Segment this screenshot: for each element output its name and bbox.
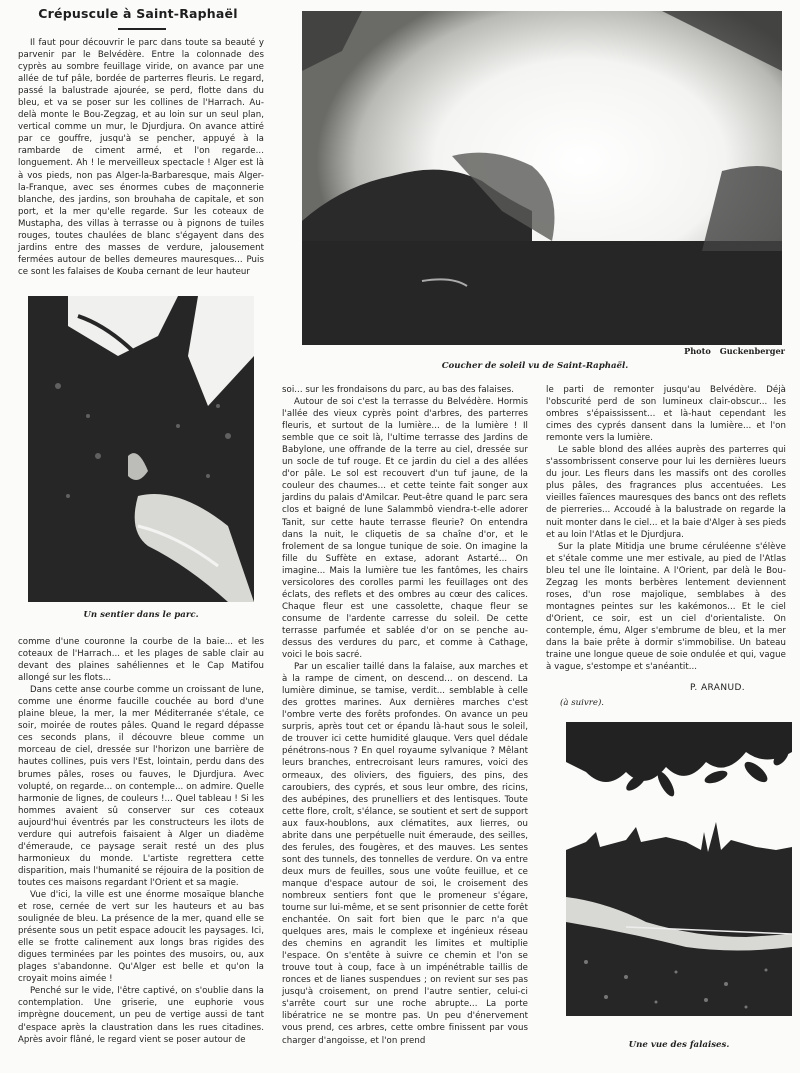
- article-paragraph: le parti de remonter jusqu'au Belvédère. Déjà l'obscurité perd de son lumineux clair-obscur... les ombres s'épaississent... et là-haut cependant les cimes des cyprés dansent dans la lumière... et l'on remonte vers la lumière.: [546, 385, 786, 444]
- article-paragraph: Par un escalier taillé dans la falaise, aux marches et à la rampe de ciment, on descend... on descend. La lumière diminue, se tamise, verdit... semblable à celle des grottes marines. Aux dernières marches c'est l'ombre verte des forêts profondes. On avance un peu surpris, après tout cet or épandu là-haut sous le soleil, de trouver ici cette humidité glauque. Vers quel dédale pénétrons-nous ? En quel royaume sylvanique ? Mêlant leurs branches, entrecroisant leurs ramures, voici des ormeaux, des oliviers, des figuiers, des pins, des caroubiers, des cyprés, et sous leur ombre, des ricins, des aubépines, des prunelliers et des lentisques. Toute cette flore, croît, s'élance, se soutient et sert de support aux faux-houblons, aux clématites, aux lierres, ou abrite dans une perpétuelle nuit émeraude, des seilles, des ferules, des fougères, et des mauves. Les sentes sont des tunnels, des tonnelles de verdure. On va entre deux murs de feuilles, sous une voûte feuillue, et ce manque d'espace autour de soi, le croisement des nombreux sentiers font que le promeneur s'égare, tourne sur lui-même, et se sent prisonnier de cette forêt enchantée. On sait fort bien que le parc n'a que quelques ares, mais le complexe et ingénieux réseau des chemins en agrandit les limites et multiplie l'espace. On s'entête à suivre ce chemin et l'on se trouve tout à coup, face à un impénétrable taillis de ronces et de lianes suspendues ; on revient sur ses pas jusqu'à croisement, on prend l'autre sentier, celui-ci s'arrête court sur une roche abrupte... La porte libératrice ne se montre pas. Un peu d'énervement vous prend, ces arbres, cette ombre finissent par vous charger d'angoisse, et l'on prend: [282, 662, 528, 1046]
- article-paragraph: soi... sur les frondaisons du parc, au bas des falaises.: [282, 385, 515, 395]
- cliffs-photo: [566, 722, 792, 1016]
- author-signature: P. ARANUD.: [690, 683, 746, 693]
- column-1-top: [18, 37, 264, 278]
- to-be-continued: (à suivre).: [560, 698, 605, 708]
- article-paragraph: Vue d'ici, la ville est une énorme mosaïque blanche et rose, cernée de vert sur les hauteurs et au bas soulignée de bleu. La présence de la mer, quand elle se présente sous un petit espace adoucit les paysages. Ici, elle se frotte calinement aux longs bras rigides des digues terminées par les pointes des musoirs, ou, aux plages s'abandonne. Qu'Alger est belle et qu'on la croyait moins aimée !: [18, 889, 264, 985]
- article-paragraph: comme d'une couronne la courbe de la baie... et les coteaux de l'Harrach... et les plages de sable clair au devant des plaines sahéliennes et le Cap Matifou allongé sur les flots...: [18, 637, 264, 684]
- article-paragraph: Penché sur le vide, l'être captivé, on s'oublie dans la contemplation. Une griserie, une euphorie vous imprègne doucement, un peu de vertige aussi de tant d'espace après la claustration dans les rues citadines. Après avoir flâné, le regard vient se poser autour de: [18, 986, 264, 1045]
- sunset-photo-caption: Coucher de soleil vu de Saint-Raphaël.: [441, 361, 629, 371]
- article-paragraph: Le sable blond des allées auprès des parterres qui s'assombrissent conserve pour lui les dernières lueurs du jour. Les fleurs dans les massifs ont des corolles plus pâles, des fragrances plus accentuées. Les vieilles faïences mauresques des bancs ont des reflets de pierreries... Accoudé à la balustrade on regarde la nuit monter dans le ciel... et la baie d'Alger à ses pieds et au loin l'Atlas et le Djurdjura.: [546, 445, 786, 540]
- cliffs-photo-caption: Une vue des falaises.: [628, 1040, 730, 1050]
- photo-credit: Photo Guckenberger: [684, 346, 785, 356]
- forest-path-photo: [28, 296, 254, 602]
- article-paragraph: Il faut pour découvrir le parc dans toute sa beauté y parvenir par le Belvédère. Entre la colonnade des cyprès au sombre feuillage viride, on avance par une allée de tuf pâle, bordée de parterres fleuris. Le regard, passé la balustrade ajourée, se perd, flotte dans du bleu, et va se poser sur les collines de l'Harrach. Au-delà monte le Bou-Zegzag, et au loin sur un seul plan, vertical comme un mur, le Djurdjura. On avance attiré par ce gouffre, jusqu'à se pencher, appuyé à la rambarde de ciment armé, et l'on regarde... longuement. Ah ! le merveilleux spectacle ! Alger est là à vos pieds, non pas Alger-la-Barbaresque, mais Alger-la-Franque, avec ses énormes cubes de maçonnerie blanche, des jardins, son brouhaha de capitale, et son port, et la mer qu'elle regarde. Sur les coteaux de Mustapha, des villas à terrasse ou à pignons de tuiles rouges, toutes chaulées de blanc s'égayent dans des jardins entre des masses de verdure, jalousement fermées autour de belles demeures mauresques... Puis ce sont les falaises de Kouba cernant de leur hauteur: [18, 38, 264, 277]
- article-paragraph: Sur la plate Mitidja une brume céruléenne s'élève et s'étale comme une mer estivale, au pied de l'Atlas bleu tel une île lointaine. A l'Orient, par delà le Bou-Zegzag les monts berbères lentement deviennent roses, d'un rose majolique, semblabes à des montagnes peintes sur les kakémonos... Et le ciel d'Orient, ce soir, est un ciel d'orientaliste. On contemple, ému, Alger s'embrume de bleu, et la mer dans la baie prête à dormir s'immobilise. Un bateau traine une longue queue de soie ondulée et qui, vague à vague, s'estompe et s'anéantit...: [546, 541, 786, 673]
- article-paragraph: Autour de soi c'est la terrasse du Belvédère. Hormis l'allée des vieux cyprès point d'arbres, des parterres fleuris, et surtout de la lumière... de la lumière ! Il semble que ce soit là, l'ultime terrasse des Jardins de Babylone, une offrande de la terre au ciel, dressée sur un socle de tuf rouge. Et ce jardin du ciel a des allées d'or pâle. Le sol est recouvert d'un tuf jaune, de la couleur des chaumes... et cette teinte fait songer aux jardins du palais d'Amilcar. Peut-être quand le parc sera clos et baigné de lune Salammbô viendra-t-elle adorer Tanit, sur cette haute terrasse fleurie? On entendra dans la nuit, le cliquetis de sa chaîne d'or, et le frolement de sa longue tunique de soie. On imagine la fille du Suffète en extase, adorant Astarté... On imagine... Mais la lumière tue les fantômes, les chairs versicolores des corolles parmi les feuillages ont des éclats, des reflets et des ombres au cœur des calices. Chaque fleur est une cassolette, chaque fleur se consume de l'ardente carresse du soleil. De cette terrasse parfumée et sablée d'or on se penche au-dessus des verdures du parc, et comme à Cathage, voici le bois sacré.: [282, 397, 528, 661]
- article-title: Crépuscule à Saint-Raphaël: [38, 6, 238, 21]
- column-3: [546, 384, 786, 673]
- column-2: [282, 384, 528, 1047]
- sunset-photo: [302, 11, 782, 345]
- title-underline: [118, 28, 166, 30]
- article-paragraph: Dans cette anse courbe comme un croissant de lune, comme une énorme faucille couchée au bord d'une plaine bleue, la mer, la mer Méditerranée s'étale, ce soir, moirée de routes pâles. Quand le regard dépasse ces seconds plans, il découvre bleue comme un morceau de ciel, dressée sur l'horizon une barrière de hautes collines, puis vers l'Est, lointain, perdu dans des brumes pâles, roses ou fauves, le Djurdjura. Avec volupté, on regarde... on contemple... on admire. Quelle harmonie de lignes, de couleurs !... Quel tableau ! Si les hommes avaient sû conserver sur ces coteaux aujourd'hui éventrés par les constructeurs les ilots de verdure qui autrefois faisaient à Alger un diadème d'émeraude, ce paysage serait resté un des plus harmonieux du monde. L'artiste regrettera cette disparition, mais l'humanité se réjouira de la position de toutes ces maisons regardant l'Orient et sa magie.: [18, 685, 264, 888]
- column-1-bottom: [18, 636, 264, 1046]
- path-photo-caption: Un sentier dans le parc.: [83, 610, 199, 620]
